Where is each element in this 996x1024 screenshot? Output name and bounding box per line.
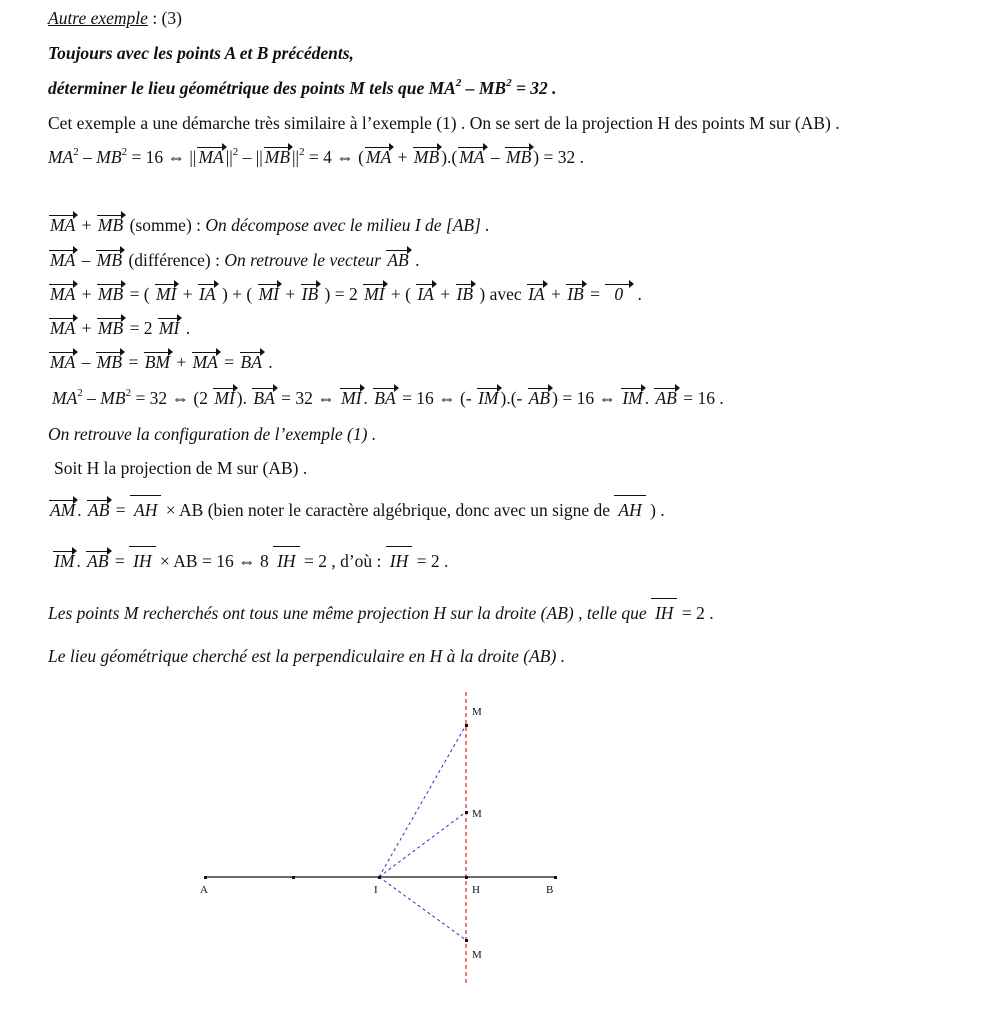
l6-i: ) = 16 ⇔ xyxy=(552,388,621,408)
point-mid xyxy=(292,876,295,879)
l3-e: + ( xyxy=(386,284,416,304)
l10-e: = 2 . xyxy=(412,551,449,571)
vec-mi: MI xyxy=(364,284,385,304)
decomposition-line: MA + MB = ( MI + IA ) + ( MI + IB ) = 2 MI + ( IA + IB ) avec IA + IB = 0 . xyxy=(50,284,642,304)
l5-b: + xyxy=(171,352,191,372)
l6-j: . xyxy=(644,388,654,408)
equation-line-1: $MA^2 - MB^2 = 16$ ⇔ || MA $||^2$ – || MB $||^2 = 4$ ⇔ ( MA + MB ).( MA – MB ) = 32 . xyxy=(48,146,584,167)
l6-e: = 32 ⇔ xyxy=(276,388,340,408)
vec-im: IM xyxy=(478,388,499,408)
vec-mb: MB xyxy=(97,284,124,304)
segment-im-3 xyxy=(379,877,466,940)
statement-mb: – MB xyxy=(461,78,507,98)
label-m2: M xyxy=(472,808,482,820)
vec-ma: MA xyxy=(50,250,76,270)
vec-mi: MI xyxy=(156,284,177,304)
vec-ba: BA xyxy=(253,388,275,408)
l10-a: . xyxy=(76,551,86,571)
vec-ma: MA xyxy=(366,147,392,167)
vec-ia: IA xyxy=(199,284,216,304)
eq1-k: ) = 32 . xyxy=(533,147,584,167)
l10-c: × AB = 16 ⇔ 8 xyxy=(155,551,274,571)
point-m3 xyxy=(465,939,468,942)
label-a: A xyxy=(200,884,208,896)
l4-end: . xyxy=(181,318,191,338)
l5-c: = xyxy=(219,352,239,372)
vec-ia: IA xyxy=(417,284,434,304)
l10-d: = 2 , d’où : xyxy=(299,551,386,571)
l3-g: = xyxy=(585,284,605,304)
l3-d: ) = 2 xyxy=(320,284,363,304)
eq1-h: + xyxy=(393,147,412,167)
l6-h: ).(- xyxy=(500,388,527,408)
l6-d: ). xyxy=(236,388,252,408)
vec-mb: MB xyxy=(97,318,124,338)
statement-line-2: déterminer le lieu géométrique des points M tels que $MA^2 - MB^2 = 32$ . xyxy=(48,77,557,98)
l3-c: ) + ( xyxy=(217,284,257,304)
l9-b: = xyxy=(111,500,131,520)
configuration-line: On retrouve la configuration de l’exemple (1) . xyxy=(48,424,377,444)
label-m3: M xyxy=(472,949,482,961)
vec-mi: MI xyxy=(258,284,280,304)
l10-b: = xyxy=(110,551,130,571)
vec-mb: MB xyxy=(413,147,440,167)
eq1-d: || xyxy=(225,147,233,167)
segment-im-2 xyxy=(379,812,466,877)
vec-ab: AB xyxy=(387,250,409,270)
measure-ah: AH xyxy=(614,499,645,521)
conclusion-line-2: Le lieu géométrique cherché est la perpendiculaire en H à la droite (AB) . xyxy=(48,646,566,666)
l3-f: ) avec xyxy=(475,284,527,304)
eq1-c: = 16 ⇔ || xyxy=(127,147,197,167)
somme-line: MA + MB (somme) : On décompose avec le milieu I de [AB] . xyxy=(50,215,490,235)
vec-mb: MB xyxy=(96,250,123,270)
diff-text: On retrouve le vecteur xyxy=(224,250,386,270)
l11-b: = 2 . xyxy=(677,603,714,623)
title-line xyxy=(48,7,182,29)
difference-result-line: MA – MB = BM + MA = BA . xyxy=(50,352,273,372)
l5-end: . xyxy=(263,352,273,372)
diff-label: (différence) : xyxy=(124,250,225,270)
l9-c: × AB (bien noter le caractère algébrique, donc avec un signe de xyxy=(161,500,615,520)
vec-im: IM xyxy=(622,388,643,408)
l6-c: = 32 ⇔ (2 xyxy=(131,388,213,408)
label-b: B xyxy=(546,884,554,896)
conclusion-line-1 xyxy=(48,602,714,624)
point-m2 xyxy=(465,811,468,814)
equivalence-line: $MA^2 - MB^2 = 32$ ⇔ (2 MI ). BA = 32 ⇔ MI . BA = 16 ⇔ (- IM ).(- AB ) = 16 ⇔ IM . AB = 16 . xyxy=(52,387,724,408)
vec-mb: MB xyxy=(97,215,124,235)
label-m1: M xyxy=(472,706,482,718)
vec-bm: BM xyxy=(144,352,170,372)
l6-b: – MB xyxy=(82,388,126,408)
vec-mb: MB xyxy=(96,352,123,372)
vec-ib: IB xyxy=(567,284,584,304)
somme-label: (somme) : xyxy=(125,215,206,235)
point-m1 xyxy=(465,724,468,727)
projection-line: Soit H la projection de M sur (AB) . xyxy=(54,458,308,478)
label-i: I xyxy=(374,884,378,896)
statement-end: = 32 . xyxy=(511,78,557,98)
dot-product-line xyxy=(48,499,665,521)
vec-ab: AB xyxy=(528,388,551,408)
l3-b: + xyxy=(178,284,198,304)
vec-ba: BA xyxy=(240,352,262,372)
l3-a: = ( xyxy=(125,284,155,304)
vec-am: AM xyxy=(50,500,76,520)
measure-ih: IH xyxy=(651,602,677,624)
l6-a: MA xyxy=(52,388,78,408)
label-h: H xyxy=(472,884,480,896)
title-suffix: : (3) xyxy=(147,8,182,28)
l3-b3: + xyxy=(435,284,455,304)
eq1-g: = 4 ⇔ ( xyxy=(304,147,365,167)
vec-ma: MA xyxy=(198,147,224,167)
l9-d: ) . xyxy=(645,500,665,520)
vec-ma: MA xyxy=(459,147,485,167)
measure-ih: IH xyxy=(386,550,412,572)
statement-prefix: déterminer le lieu géométrique des points M tels que xyxy=(48,78,429,98)
diff-end: . xyxy=(410,250,420,270)
vec-ib: IB xyxy=(301,284,319,304)
vec-im: IM xyxy=(54,551,75,571)
measure-ah: AH xyxy=(130,499,161,521)
point-a xyxy=(204,876,207,879)
sum-result-line: MA + MB = 2 MI . xyxy=(50,318,191,338)
vec-mi: MI xyxy=(341,388,362,408)
segment-im-1 xyxy=(379,725,466,877)
vec-ab: AB xyxy=(655,388,677,408)
vec-ma: MA xyxy=(50,318,76,338)
vec-ma: MA xyxy=(192,352,218,372)
point-h xyxy=(465,876,468,879)
vec-zero: 0 xyxy=(604,283,633,305)
l6-g: = 16 ⇔ (- xyxy=(397,388,477,408)
intro-line: Cet exemple a une démarche très similaire à l’exemple (1) . On se sert de la projection H des points M sur (AB) . xyxy=(48,113,840,133)
title-label: Autre exemple xyxy=(48,8,148,28)
vec-mb: MB xyxy=(264,147,291,167)
vec-ab: AB xyxy=(87,551,109,571)
point-b xyxy=(554,876,557,879)
vec-ma: MA xyxy=(50,352,76,372)
l3-b4: + xyxy=(546,284,566,304)
eq1-i: ).( xyxy=(441,147,458,167)
l11-a: Les points M recherchés ont tous une même projection H sur la droite (AB) , telle que xyxy=(48,603,651,623)
point-i xyxy=(378,876,381,879)
eq1-j: – xyxy=(486,147,505,167)
vec-ab: AB xyxy=(88,500,110,520)
l4-eq: = 2 xyxy=(125,318,157,338)
eq1-mb: – MB xyxy=(78,147,122,167)
vec-ib: IB xyxy=(456,284,474,304)
l9-a: . xyxy=(77,500,87,520)
somme-text: On décompose avec le milieu I de [AB] . xyxy=(205,215,490,235)
eq1-f: || xyxy=(292,147,300,167)
statement-line-1: Toujours avec les points A et B précédents, xyxy=(48,43,354,63)
vec-ia: IA xyxy=(528,284,545,304)
measure-ih: IH xyxy=(273,550,299,572)
vec-mi: MI xyxy=(214,388,235,408)
ih-line xyxy=(52,550,448,572)
vec-ma: MA xyxy=(50,284,76,304)
l5-a: = xyxy=(124,352,143,372)
vec-ba: BA xyxy=(374,388,396,408)
statement-ma: MA xyxy=(428,78,456,98)
geometry-figure xyxy=(190,690,610,990)
difference-line: MA – MB (différence) : On retrouve le vecteur AB . xyxy=(50,250,420,270)
l6-k: = 16 . xyxy=(678,388,724,408)
vec-mi: MI xyxy=(158,318,180,338)
eq1-e: – || xyxy=(238,147,263,167)
measure-ih: IH xyxy=(129,550,155,572)
vec-mb: MB xyxy=(506,147,532,167)
eq1-ma: MA xyxy=(48,147,74,167)
vec-ma: MA xyxy=(50,215,76,235)
l6-f: . xyxy=(363,388,373,408)
l3-b2: + xyxy=(281,284,300,304)
l3-h: . xyxy=(633,284,642,304)
